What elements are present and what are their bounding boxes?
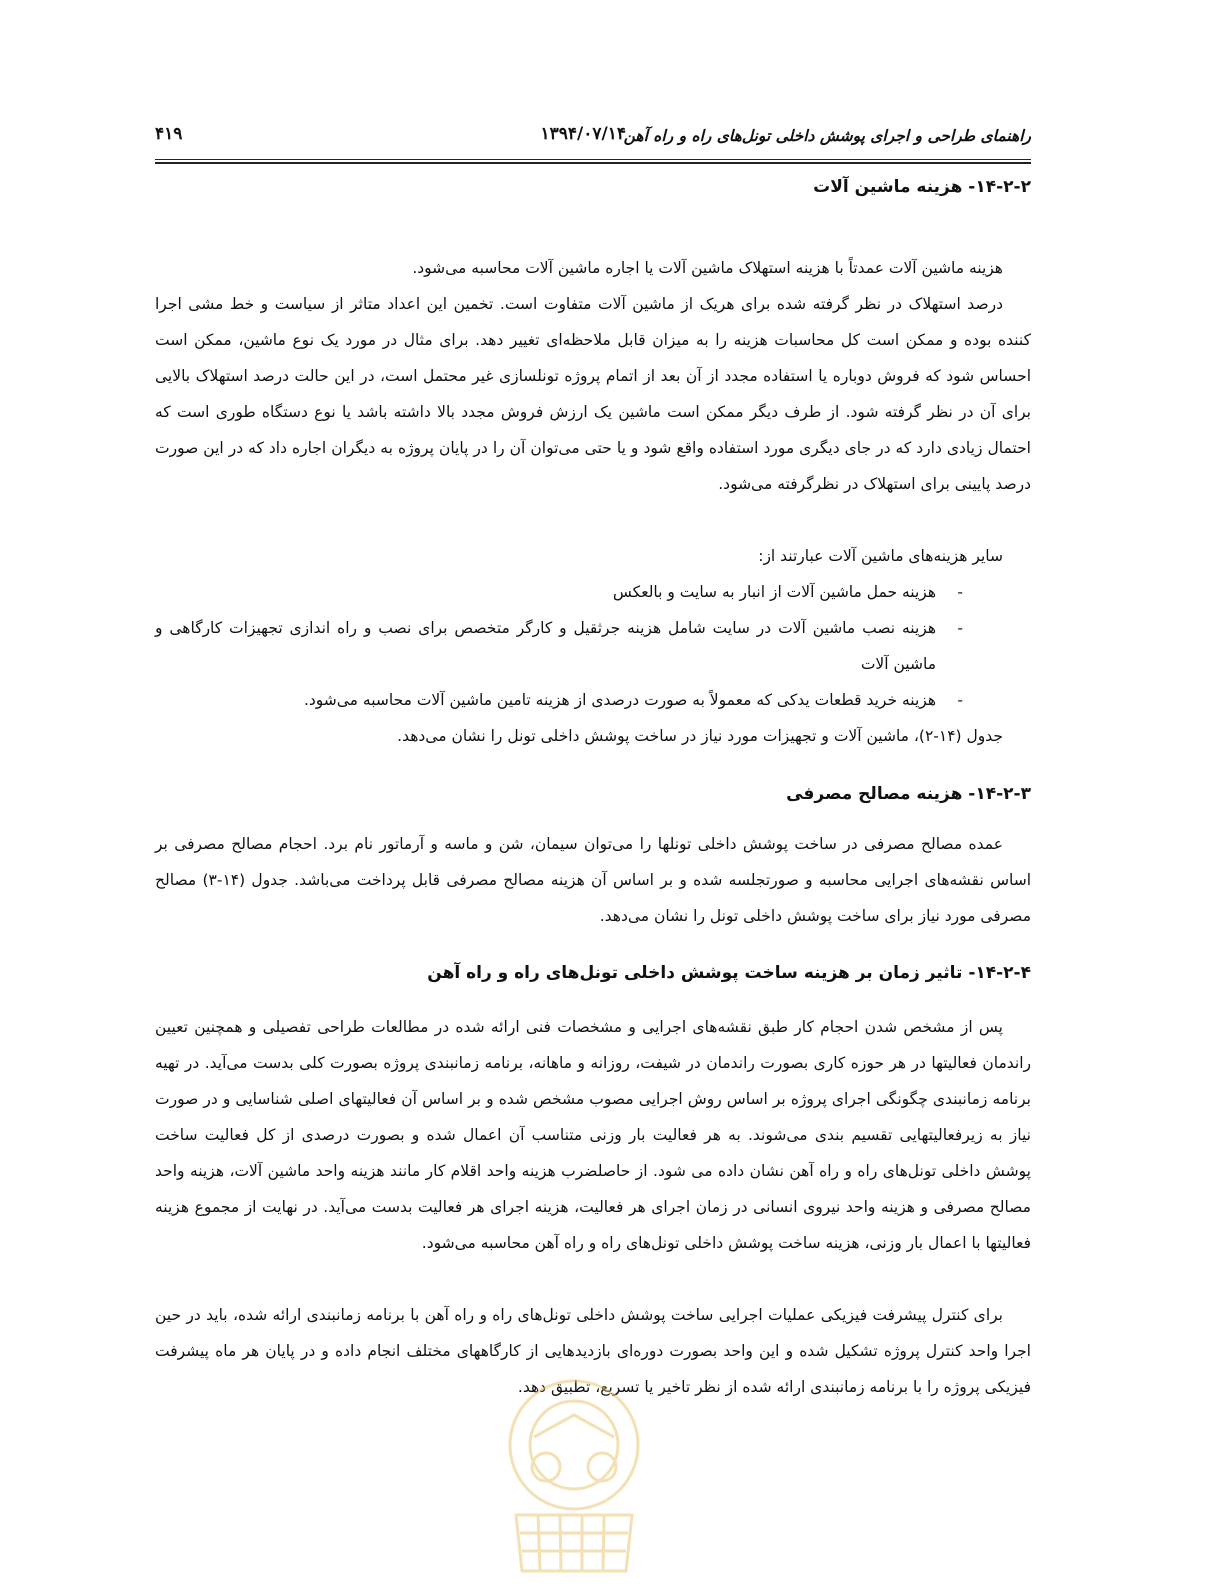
header-date: ۱۳۹۴/۰۷/۱۴ xyxy=(540,124,626,144)
paragraph: جدول (۱۴-۲)، ماشین آلات و تجهیزات مورد نیاز در ساخت پوشش داخلی تونل را نشان می‌دهد. xyxy=(397,727,1003,745)
running-header xyxy=(155,122,1031,152)
list-item-text: هزینه خرید قطعات یدکی که معمولاً به صورت درصدی از هزینه تامین ماشین آلات محاسبه می‌شود. xyxy=(303,691,936,709)
paragraph: عمده مصالح مصرفی در ساخت پوشش داخلی تونلها را می‌توان سیمان، شن و ماسه و آرماتور نام برد. احجام مصالح مصرفی بر اساس نقشه‌های اجرایی محاسبه و صورتجلسه شده و بر اساس آن هزینه مصالح مصرفی قابل پرداخت می‌باشد. جدول (۱۴-۳) مصالح مصرفی مورد نیاز برای ساخت پوشش داخلی تونل را نشان می‌دهد. xyxy=(155,835,1032,925)
document-page xyxy=(155,0,1031,1584)
section-heading-machinery: ۱۴-۲-۲- هزینه ماشین آلات xyxy=(813,177,1031,197)
grid-base xyxy=(516,1515,632,1571)
list-item-text: هزینه نصب ماشین آلات در سایت شامل هزینه جرثقیل و کارگر متخصص برای نصب و راه اندازی تجهیزات کارگاهی و ماشین آلات xyxy=(155,619,936,673)
grid-lines xyxy=(520,1515,628,1571)
list-item-text: هزینه حمل ماشین آلات از انبار به سایت و بالعکس xyxy=(612,583,936,601)
paragraph: درصد استهلاک در نظر گرفته شده برای هریک از ماشین آلات متفاوت است. تخمین این اعداد متاثر از سیاست و خط مشی اجرا کننده بوده و ممکن است کل محاسبات هزینه را به میزان قابل ملاحظه‌ای تغییر دهد. برای مثال در مورد یک نوع ماشین، ممکن است احساس شود که فروش دوباره یا استفاده مجدد از آن بعد از اتمام پروژه تونلسازی غیر محتمل است، در این حالت درصد استهلاک بالایی برای آن در نظر گرفته شود. از طرف دیگر ممکن است ماشین یک ارزش فروش مجدد بالا داشته باشد یا نوع دستگاه طوری است که احتمال زیادی دارد که در جای دیگری مورد استفاده واقع شود و یا حتی می‌توان آن را در پایان پروژه به دیگران اجاره داد که در این صورت درصد پایینی برای استهلاک در نظرگرفته می‌شود. xyxy=(155,295,1031,493)
list-item: - هزینه حمل ماشین آلات از انبار به سایت و بالعکس xyxy=(612,583,963,601)
section-heading-time-impact: ۱۴-۲-۴- تاثیر زمان بر هزینه ساخت پوشش داخلی تونل‌های راه و راه آهن xyxy=(427,963,1031,983)
list-item: - هزینه خرید قطعات یدکی که معمولاً به صورت درصدی از هزینه تامین ماشین آلات محاسبه می‌شود. xyxy=(303,691,963,709)
roof-icon xyxy=(534,1415,614,1437)
watermark-seal xyxy=(486,1375,662,1584)
paragraph: پس از مشخص شدن احجام کار طبق نقشه‌های اجرایی و مشخصات فنی ارائه شده در مطالعات طراحی تفصیلی و همچنین تعیین راندمان فعالیتها در هر حوزه کاری بصورت راندمان در شیفت، روزانه و ماهانه، برنامه زمانبندی پروژه بصورت کلی بدست می‌آید. در تهیه برنامه زمانبندی چگونگی اجرای پروژه بر اساس روش اجرایی مصوب مشخص شده و بر اساس آن فعالیتهای اصلی شناسایی و در صورت نیاز به زیرفعالیتهایی تقسیم بندی می‌شوند. به هر فعالیت بار وزنی متناسب آن اعمال شده و بصورت درصدی از کل فعالیت ساخت پوشش داخلی تونل‌های راه و راه آهن نشان داده می شود. از حاصلضرب هزینه واحد اقلام کار مانند هزینه واحد ماشین آلات، هزینه واحد مصالح مصرفی و هزینه واحد نیروی انسانی در زمان اجرای هر فعالیت، هزینه اجرای هر فعالیت بدست می‌آید. در نهایت از مجموع هزینه فعالیتها با اعمال بار وزنی، هزینه ساخت پوشش داخلی تونل‌های راه و راه آهن محاسبه می‌شود. xyxy=(155,1018,1031,1252)
paragraph: سایر هزینه‌های ماشین آلات عبارتند از: xyxy=(758,547,1003,565)
header-rule-thin xyxy=(155,159,1031,160)
list-item: - هزینه نصب ماشین آلات در سایت شامل هزینه جرثقیل و کارگر متخصص برای نصب و راه اندازی تجهیزات کارگاهی و ماشین آلات xyxy=(155,619,963,673)
cost-list xyxy=(155,574,1031,718)
header-title: راهنمای طراحی و اجرای پوشش داخلی تونل‌های راه و راه آهن xyxy=(623,126,1031,145)
paragraph: هزینه ماشین آلات عمدتاً با هزینه استهلاک ماشین آلات یا اجاره ماشین آلات محاسبه می‌شود. xyxy=(412,259,1003,277)
section-heading-materials: ۱۴-۲-۳- هزینه مصالح مصرفی xyxy=(786,784,1031,804)
header-rule-thick xyxy=(155,162,1031,164)
page-number: ۴۱۹ xyxy=(155,124,183,144)
paragraph: برای کنترل پیشرفت فیزیکی عملیات اجرایی ساخت پوشش داخلی تونل‌های راه و راه آهن با برنامه زمانبندی ارائه شده، باید در حین اجرا واحد کنترل پروژه تشکیل شده و این واحد بصورت دوره‌ای بازدیدهایی از کارگاههای مختلف انجام داده و در پایان هر ماه پیشرفت فیزیکی پروژه را با برنامه زمانبندی ارائه شده از نظر تاخیر یا تسریع، تطبیق دهد. xyxy=(155,1306,1031,1396)
